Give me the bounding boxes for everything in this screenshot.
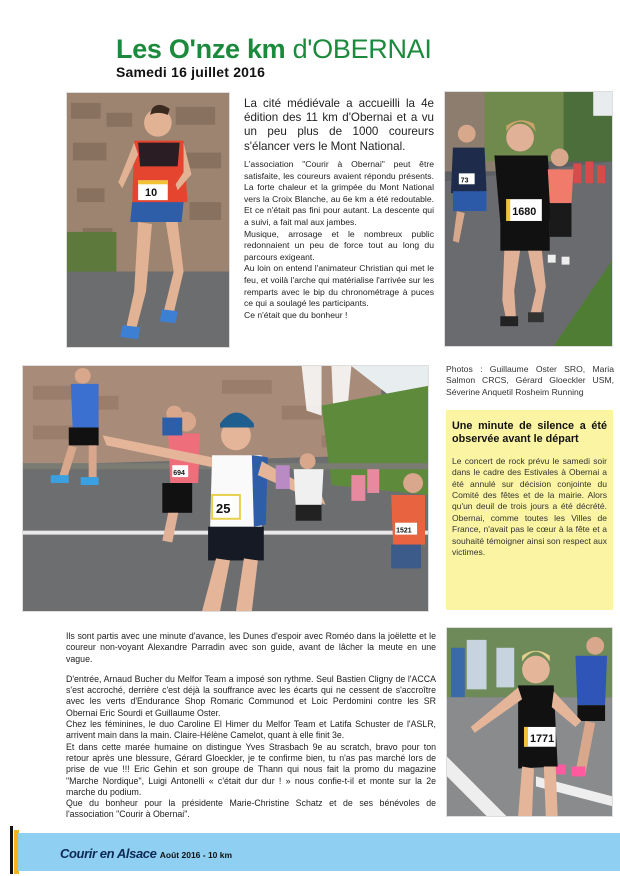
intro-paragraph: Musique, arrosage et le nombreux public redonnaient un peu de force tout au long du parcours exigeant. bbox=[244, 228, 434, 262]
photo-credits: Photos : Guillaume Oster SRO, Maria Salmon CRCS, Gérard Gloeckler USM, Séverine Anquetil Rosheim Running bbox=[446, 364, 614, 397]
bib-number: 1771 bbox=[529, 732, 555, 745]
photo-runners-group bbox=[22, 365, 429, 612]
bib-number: 25 bbox=[216, 500, 231, 516]
footer bbox=[60, 846, 232, 861]
page-edge-black bbox=[10, 826, 13, 874]
main-paragraph: Que du bonheur pour la présidente Marie-Christine Schatz et de ses bénévoles de l'association "Courir à Obernai". bbox=[66, 798, 436, 820]
main-paragraph: Ils sont partis avec une minute d'avance, les Dunes d'espoir avec Roméo dans la joëlette et le coureur non-voyant Alexandre Parradin avec son guide, avant de lâcher la meute en une vague. bbox=[66, 631, 436, 664]
svg-text:694: 694 bbox=[173, 470, 185, 478]
main-paragraph: Chez les féminines, le duo Caroline El Himer du Melfor Team et Latifa Schuster de l'ASLR, arrivent main dans la main. Claire-Hélène Camelot, quant à elle finit 3e. bbox=[66, 719, 436, 741]
event-date: Samedi 16 juillet 2016 bbox=[116, 64, 266, 80]
issue-info: Août 2016 - 10 km bbox=[159, 850, 233, 860]
intro-paragraph: L'association "Courir à Obernai" peut être satisfaite, les coureurs avaient répondu présents. La forte chaleur et la grimpée du Mont National vers la Croix Blanche, au 6e km a été redoutable. Et ce n'était pas fini pour autant. La descente qui a suivi, a fait mal aux jambes. bbox=[244, 159, 434, 227]
intro-paragraph: Ce n'était que du bonheur ! bbox=[244, 309, 348, 320]
main-paragraph: D'entrée, Arnaud Bucher du Melfor Team a imposé son rythme. Seul Bastien Cligny de l'ACCA s'est accroché, derrière c'est déjà la souffrance avec les écarts qui ne cessent de s'accroître avec les verts d'Endurance Shop Romaric Communod et Loic Perdomini contre les SR Obernai Eric Sourdi et Guillaume Oster. bbox=[66, 673, 436, 718]
title-light: d'OBERNAI bbox=[285, 34, 432, 64]
title-bold: Les O'nze km bbox=[116, 34, 286, 64]
photo-runner-black-shirt bbox=[444, 91, 613, 347]
svg-text:1521: 1521 bbox=[396, 527, 412, 535]
box-text: Le concert de rock prévu le samedi soir dans le cadre des Estivales à Obernai a été annulé sur décision conjointe du Comité des fêtes et de la mairie. Alors qu'un deuil de trois jours a été décrété. Obernai, comme toutes les Villes de France, n'avait pas le cœur à la fête et a souhaité témoigner ainsi son respect aux victimes. bbox=[452, 455, 607, 558]
magazine-name: Courir en Alsace bbox=[60, 846, 157, 861]
page-title bbox=[116, 34, 432, 65]
photo-runner-red-singlet bbox=[66, 92, 230, 348]
box-heading: Une minute de silence a été observée avant le départ bbox=[452, 420, 607, 446]
article-lead: La cité médiévale a accueilli la 4e édition des 11 km d'Obernai et a vu un peu plus de 1000 coureurs s'élancer vers le Mont National. bbox=[244, 97, 434, 153]
bib-number: 10 bbox=[145, 187, 158, 200]
article-main bbox=[66, 631, 436, 821]
svg-text:73: 73 bbox=[460, 177, 469, 185]
article-intro bbox=[244, 159, 434, 321]
intro-paragraph: Au loin on entend l'animateur Christian qui met le feu, et voilà l'arche qui matérialise l'arrivée sur les remparts avec le bip du chronométrage à puces ce qui a soulagé les participants. bbox=[244, 263, 434, 309]
bib-number: 1680 bbox=[512, 206, 537, 219]
photo-runner-black-tank bbox=[446, 627, 613, 817]
minute-of-silence-box bbox=[446, 410, 613, 610]
main-paragraph: Et dans cette marée humaine on distingue Yves Strasbach 9e au scratch, bravo pour ton retour après une blessure, Gérard Gloeckler, je te confirme bien, tu n'as pas marché lors de prise de vue !!! Eric Gehin et son groupe de Thann qui nous fait la promo du magazine "Marche Nordique", Luigi Antonelli « c'était dur dur ! » nous confie-t-il et monte sur la 2e marche du podium. bbox=[66, 741, 436, 797]
